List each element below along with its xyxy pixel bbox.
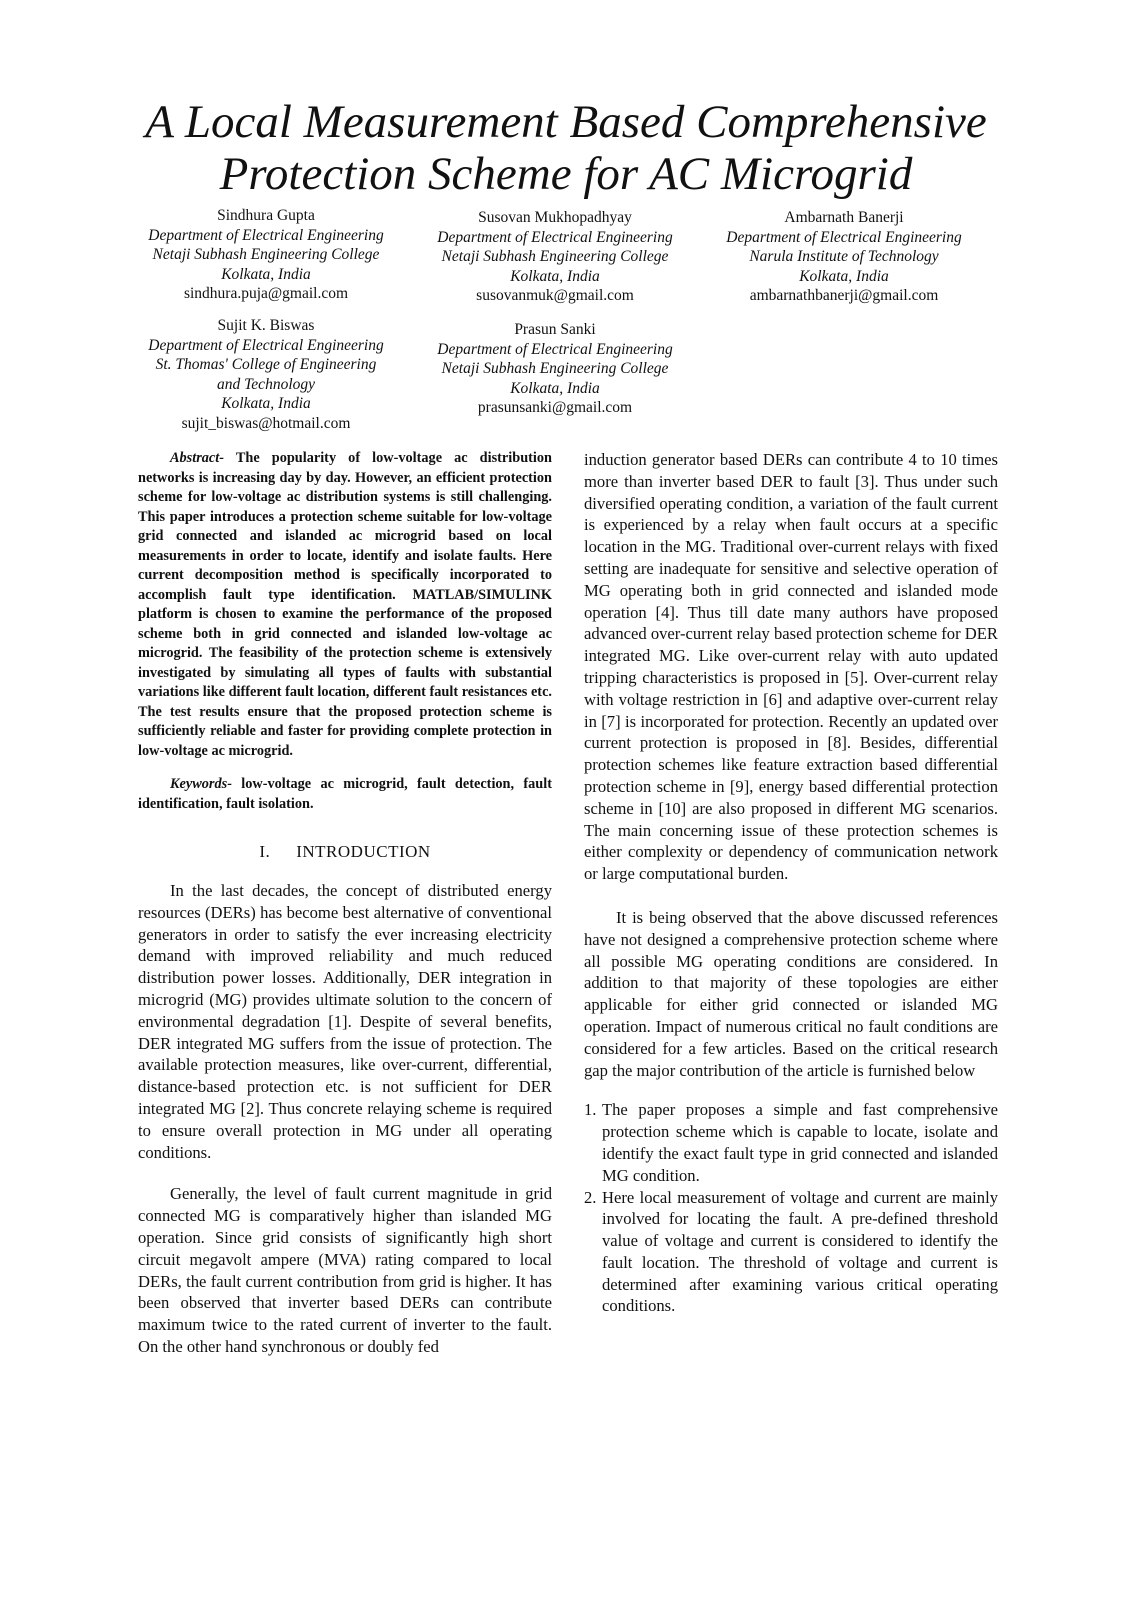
- author-name: Ambarnath Banerji: [784, 209, 904, 226]
- author-name: Prasun Sanki: [514, 321, 596, 338]
- paper-title-line-2: Protection Scheme for AC Microgrid: [219, 148, 913, 200]
- author-institution: St. Thomas' College of Engineering: [155, 356, 377, 373]
- intro-paragraph-2: Generally, the level of fault current magnitude in grid connected MG is comparatively higher than islanded MG operation. Since grid consists of significantly high short circuit megavolt ampere (MVA) rating compared to local DERs, the fault current contribution from grid is higher. It has been observed that inverter based DERs can contribute maximum twice to the rated current of inverter to the fault. On the other hand synchronous or doubly fed: [138, 1184, 552, 1356]
- paper-title: [100, 96, 1032, 200]
- author-city: Kolkata, India: [221, 395, 311, 412]
- author-block-2: [410, 208, 700, 306]
- left-column: [138, 449, 552, 1358]
- section-title: INTRODUCTION: [296, 842, 431, 861]
- keywords-text: low-voltage ac microgrid, fault detection, fault identification, fault isolation.: [138, 776, 552, 812]
- author-email: sujit_biswas@hotmail.com: [181, 414, 351, 432]
- intro-paragraph-1: In the last decades, the concept of distributed energy resources (DERs) has become best alternative of conventional generators in order to satisfy the ever increasing electricity demand with improved reliability and much reduced distribution power losses. Additionally, DER integration in microgrid (MG) provides ultimate solution to the concern of environmental degradation [1]. Despite of several benefits, DER integrated MG suffers from the issue of protection. The available protection measures, like over-current, differential, distance-based protection etc. is not sufficient for DER integrated MG [2]. Thus concrete relaying scheme is required to ensure overall protection in MG under all operating conditions.: [138, 881, 552, 1162]
- list-item: [584, 1187, 998, 1318]
- abstract-text: The popularity of low-voltage ac distribution networks is increasing day by day. However, an efficient protection scheme for low-voltage ac distribution systems is still challenging. This paper introduces a protection scheme suitable for low-voltage grid connected and islanded ac microgrid based on local measurements in order to locate, identify and isolate faults. Here current decomposition method is specifically incorporated to accomplish fault type identification. MATLAB/SIMULINK platform is chosen to examine the performance of the proposed scheme both in grid connected and islanded low-voltage ac microgrid. The feasibility of the protection scheme is extensively investigated by simulating all types of faults with substantial variations like different fault location, different fault resistances etc. The test results ensure that the proposed protection scheme is sufficiently reliable and faster for providing complete protection in low-voltage ac microgrid.: [138, 450, 552, 759]
- author-name: Susovan Mukhopadhyay: [478, 209, 632, 226]
- author-block-4: [121, 316, 411, 433]
- author-email: prasunsanki@gmail.com: [477, 399, 633, 416]
- author-institution-line-2: and Technology: [216, 375, 316, 393]
- author-block-1: [121, 206, 411, 304]
- keywords: [138, 775, 552, 814]
- author-name: Sujit K. Biswas: [217, 317, 315, 334]
- author-institution: Netaji Subhash Engineering College: [441, 248, 669, 265]
- author-email: sindhura.puja@gmail.com: [183, 285, 349, 302]
- list-item-text: Here local measurement of voltage and current are mainly involved for locating the fault. A pre-defined threshold value of voltage and current is considered to identify the fault location. The threshold of voltage and current is determined after examining various critical operating conditions.: [602, 1187, 998, 1316]
- author-block-5: [410, 320, 700, 418]
- author-institution: Narula Institute of Technology: [749, 248, 939, 265]
- author-city: Kolkata, India: [510, 379, 600, 397]
- section-number: I.: [259, 842, 271, 861]
- author-institution: Netaji Subhash Engineering College: [441, 360, 669, 377]
- abstract-label: Abstract-: [170, 450, 225, 466]
- author-city: Kolkata, India: [510, 267, 600, 285]
- author-department: Department of Electrical Engineering: [437, 340, 673, 358]
- section-heading-introduction: [138, 842, 552, 862]
- list-item-text: The paper proposes a simple and fast comprehensive protection scheme which is capable to locate, isolate and identify the exact fault type in grid connected and islanded MG condition.: [602, 1100, 998, 1185]
- intro-paragraph-3: It is being observed that the above discussed references have not designed a comprehensive protection scheme where all possible MG operating conditions are considered. In addition to that majority of these topologies are either applicable for either grid connected or islanded MG operation. Impact of numerous critical no fault conditions are considered for a few articles. Based on the critical research gap the major contribution of the article is furnished below: [584, 907, 998, 1080]
- contributions-list: [584, 1099, 998, 1317]
- keywords-label: Keywords-: [170, 776, 232, 792]
- author-institution: Netaji Subhash Engineering College: [152, 246, 380, 263]
- author-department: Department of Electrical Engineering: [148, 336, 384, 354]
- author-department: Department of Electrical Engineering: [148, 226, 384, 244]
- author-name: Sindhura Gupta: [217, 207, 315, 224]
- intro-paragraph-2-continued: induction generator based DERs can contribute 4 to 10 times more than inverter based DER to fault [3]. Thus under such diversified operating condition, a variation of the fault current is experienced by a relay when fault occurs at a specific location in the MG. Traditional over-current relays with fixed setting are inadequate for sensitive and selective operation of MG operating both in grid connected and islanded mode operation [4]. Thus till date many authors have proposed advanced over-current relay based protection scheme for DER integrated MG. Like over-current relay with auto updated tripping characteristics is proposed in [5]. Over-current relay with voltage restriction in [6] and adaptive over-current relay in [7] is incorporated for protection. Recently an updated over current protection is proposed in [8]. Besides, differential protection schemes like feature extraction based differential protection scheme in [9], energy based differential protection scheme in [10] are also proposed in different MG scenarios. The main concerning issue of these protection schemes is either complexity or dependency of communication network or large computational burden.: [584, 450, 998, 884]
- list-item-number: 1.: [584, 1100, 597, 1120]
- right-column: [584, 449, 998, 1317]
- list-item: [584, 1099, 998, 1186]
- author-department: Department of Electrical Engineering: [437, 228, 673, 246]
- abstract: [138, 449, 552, 761]
- paper-title-line-1: A Local Measurement Based Comprehensive: [145, 96, 987, 148]
- list-item-number: 2.: [584, 1187, 597, 1207]
- author-city: Kolkata, India: [221, 265, 311, 283]
- author-email: ambarnathbanerji@gmail.com: [749, 287, 939, 304]
- author-block-3: [699, 208, 989, 306]
- author-department: Department of Electrical Engineering: [726, 228, 962, 246]
- author-email: susovanmuk@gmail.com: [476, 287, 634, 304]
- author-city: Kolkata, India: [799, 267, 889, 285]
